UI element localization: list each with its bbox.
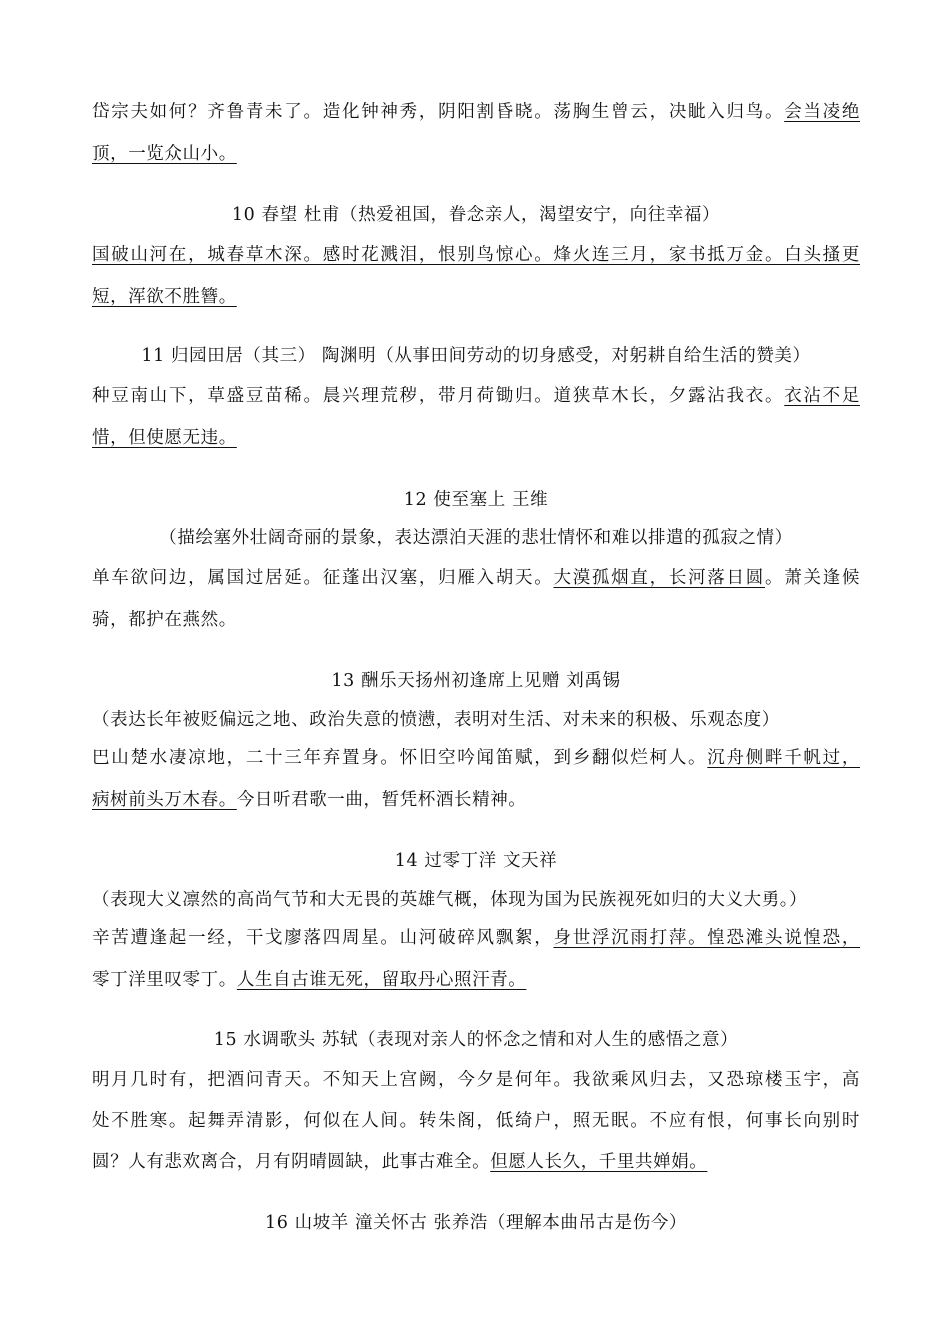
- poem9-line2: [92, 142, 860, 166]
- poem9-line1: [92, 100, 860, 124]
- poem12-line1-text-b: 。萧关逢候: [764, 568, 860, 588]
- poem14-note: （表现大义凛然的高尚气节和大无畏的英雄气概，体现为国为民族视死如归的大义大勇。）: [92, 890, 808, 910]
- poem13-line2-underlined: 病树前头万木春。: [92, 790, 237, 810]
- poem13-note: （表达长年被贬偏远之地、政治失意的愤懑，表明对生活、对未来的积极、乐观态度）: [92, 710, 780, 730]
- poem13-line2: [92, 788, 860, 812]
- poem12-line1: [92, 566, 860, 590]
- poem15-line3-text: 圆？人有悲欢离合，月有阴晴圆缺，此事古难全。: [92, 1152, 491, 1172]
- poem10-line1: [92, 243, 860, 267]
- poem14-title: 14 过零丁洋 文天祥: [394, 851, 558, 871]
- poem14-line2: [92, 968, 860, 992]
- poem13-line2-text: 今日听君歌一曲，暂凭杯酒长精神。: [236, 790, 527, 810]
- poem10-line2: [92, 285, 860, 309]
- poem15-line3: [92, 1150, 860, 1174]
- poem14-line1-text: 辛苦遭逢起一经，干戈廖落四周星。山河破碎风飘絮，: [92, 928, 554, 948]
- poem12-title: 12 使至塞上 王维: [403, 490, 549, 510]
- poem11-line1-text: 种豆南山下，草盛豆苗稀。晨兴理荒秽，带月荷锄归。道狭草木长，夕露沾我衣。: [92, 386, 785, 406]
- poem9-line2-underlined: 顶，一览众山小。: [92, 144, 237, 164]
- poem10-line1-underlined: 国破山河在，城春草木深。感时花溅泪，恨别鸟惊心。烽火连三月，家书抵万金。白头搔更: [92, 245, 860, 265]
- poem9-line1-text: 岱宗夫如何？齐鲁青未了。造化钟神秀，阴阳割昏晓。荡胸生曾云，决眦入归鸟。: [92, 102, 785, 122]
- poem15-line3-underlined: 但愿人长久，千里共婵娟。: [490, 1152, 708, 1172]
- poem11-line2: [92, 426, 860, 450]
- poem12-line2: 骑，都护在燕然。: [92, 610, 237, 630]
- poem13-line1: [92, 746, 860, 770]
- poem10-title: 10 春望 杜甫（热爱祖国，眷念亲人，渴望安宁，向往幸福）: [231, 205, 721, 225]
- poem11-line1: [92, 384, 860, 408]
- poem13-line1-underlined: 沉舟侧畔千帆过，: [707, 748, 860, 768]
- poem9-line1-underlined: 会当凌绝: [784, 102, 860, 122]
- poem15-line1: 明月几时有，把酒问青天。不知天上宫阙，今夕是何年。我欲乘风归去，又恐琼楼玉宇，高: [92, 1070, 860, 1090]
- poem13-line1-text: 巴山楚水凄凉地，二十三年弃置身。怀旧空吟闻笛赋，到乡翻似烂柯人。: [92, 748, 708, 768]
- poem11-line1-underlined: 衣沾不足: [784, 386, 860, 406]
- poem14-line1-underlined: 身世浮沉雨打萍。惶恐滩头说惶恐，: [553, 928, 860, 948]
- poem14-line1: [92, 926, 860, 950]
- poem10-line2-underlined: 短，浑欲不胜簪。: [92, 287, 237, 307]
- poem16-title: 16 山坡羊 潼关怀古 张养浩（理解本曲吊古是伤今）: [264, 1213, 688, 1233]
- poem15-title: 15 水调歌头 苏轼（表现对亲人的怀念之情和对人生的感悟之意）: [213, 1030, 739, 1050]
- poem12-note: （描绘塞外壮阔奇丽的景象，表达漂泊天涯的悲壮情怀和难以排遣的孤寂之情）: [159, 528, 793, 548]
- poem11-title: 11 归园田居（其三） 陶渊明（从事田间劳动的切身感受，对躬耕自给生活的赞美）: [141, 346, 811, 366]
- poem12-line1-text-a: 单车欲问边，属国过居延。征蓬出汉塞，归雁入胡天。: [92, 568, 554, 588]
- poem15-line2: 处不胜寒。起舞弄清影，何似在人间。转朱阁，低绮户，照无眠。不应有恨，何事长向别时: [92, 1111, 860, 1131]
- poem11-line2-underlined: 惜，但使愿无违。: [92, 428, 237, 448]
- poem14-line2-text: 零丁洋里叹零丁。: [92, 970, 237, 990]
- poem12-line1-underlined: 大漠孤烟直，长河落日圆: [553, 568, 765, 588]
- poem14-line2-underlined: 人生自古谁无死，留取丹心照汗青。: [236, 970, 527, 990]
- poem13-title: 13 酬乐天扬州初逢席上见赠 刘禹锡: [331, 671, 621, 691]
